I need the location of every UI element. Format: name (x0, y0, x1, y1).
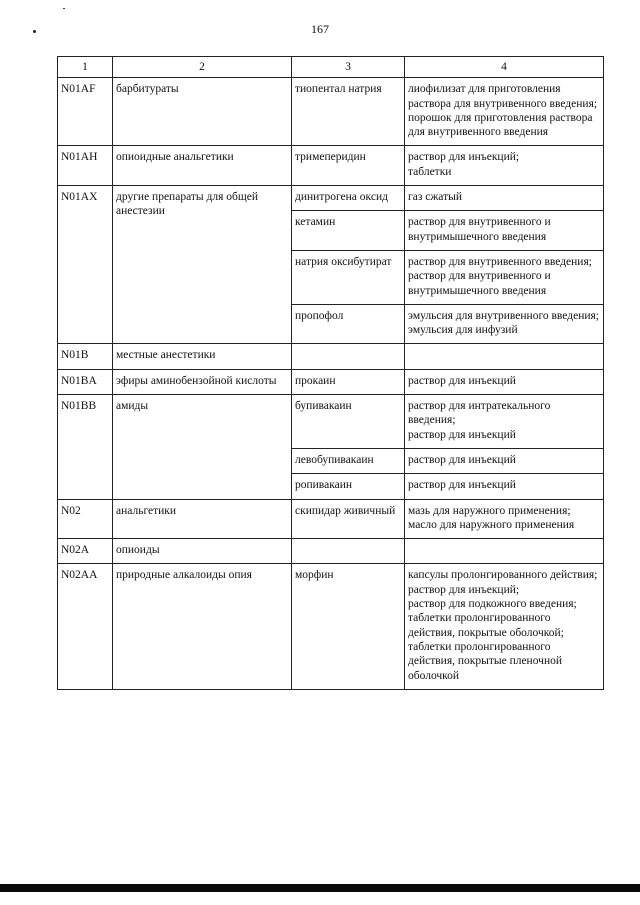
atc-code: N02AA (58, 564, 113, 689)
dosage-forms: раствор для внутривенного введения; раствор для внутривенного и внутримышечного введения (405, 250, 604, 304)
group-name: анальгетики (113, 499, 292, 539)
group-name: природные алкалоиды опия (113, 564, 292, 689)
drug-name: динитрогена оксид (292, 186, 405, 211)
drug-name: морфин (292, 564, 405, 689)
header-row (58, 57, 604, 78)
table-row (58, 539, 604, 564)
page-number: 167 (311, 22, 329, 36)
column-header: 1 (58, 57, 113, 78)
table-row (58, 369, 604, 394)
atc-code: N02A (58, 539, 113, 564)
dosage-forms: раствор для инъекций; таблетки (405, 146, 604, 186)
drug-name: бупивакаин (292, 395, 405, 449)
column-header: 3 (292, 57, 405, 78)
atc-code: N01AH (58, 146, 113, 186)
drug-name: тиопентал натрия (292, 78, 405, 146)
table-row (58, 344, 604, 369)
drug-name (292, 539, 405, 564)
drug-table (57, 56, 604, 690)
drug-name: кетамин (292, 211, 405, 251)
dosage-forms: раствор для инъекций (405, 474, 604, 499)
drug-name: левобупивакаин (292, 448, 405, 473)
atc-code: N02 (58, 499, 113, 539)
atc-code: N01BB (58, 395, 113, 499)
dosage-forms: эмульсия для внутривенного введения; эмульсия для инфузий (405, 304, 604, 344)
dosage-forms: раствор для инъекций (405, 448, 604, 473)
scan-speck (63, 8, 65, 9)
dosage-forms: раствор для внутривенного и внутримышечного введения (405, 211, 604, 251)
table-row (58, 146, 604, 186)
dosage-forms: мазь для наружного применения; масло для наружного применения (405, 499, 604, 539)
group-name: местные анестетики (113, 344, 292, 369)
dosage-forms: раствор для интратекального введения; раствор для инъекций (405, 395, 604, 449)
atc-code: N01BA (58, 369, 113, 394)
table-row (58, 186, 604, 211)
drug-name: тримеперидин (292, 146, 405, 186)
atc-code: N01AF (58, 78, 113, 146)
group-name: другие препараты для общей анестезии (113, 186, 292, 344)
group-name: амиды (113, 395, 292, 499)
group-name: опиоидные анальгетики (113, 146, 292, 186)
table-row (58, 499, 604, 539)
group-name: опиоиды (113, 539, 292, 564)
table-row (58, 395, 604, 449)
atc-code: N01B (58, 344, 113, 369)
drug-name: натрия оксибутират (292, 250, 405, 304)
dosage-forms: лиофилизат для приготовления раствора для внутривенного введения; порошок для приготовления раствора для внутривенного введения (405, 78, 604, 146)
table-row (58, 78, 604, 146)
dosage-forms: раствор для инъекций (405, 369, 604, 394)
dosage-forms (405, 539, 604, 564)
dosage-forms (405, 344, 604, 369)
dosage-forms: газ сжатый (405, 186, 604, 211)
group-name: барбитураты (113, 78, 292, 146)
group-name: эфиры аминобензойной кислоты (113, 369, 292, 394)
drug-name: ропивакаин (292, 474, 405, 499)
drug-name: прокаин (292, 369, 405, 394)
scan-border-bar (0, 884, 640, 892)
drug-name: пропофол (292, 304, 405, 344)
table-row (58, 564, 604, 689)
atc-code: N01AX (58, 186, 113, 344)
drug-name: скипидар живичный (292, 499, 405, 539)
drug-name (292, 344, 405, 369)
dosage-forms: капсулы пролонгированного действия; раствор для инъекций; раствор для подкожного введения; таблетки пролонгированного действия, покрытые оболочкой; таблетки пролонгированного действия, покрытые пленочной оболочкой (405, 564, 604, 689)
column-header: 2 (113, 57, 292, 78)
column-header: 4 (405, 57, 604, 78)
